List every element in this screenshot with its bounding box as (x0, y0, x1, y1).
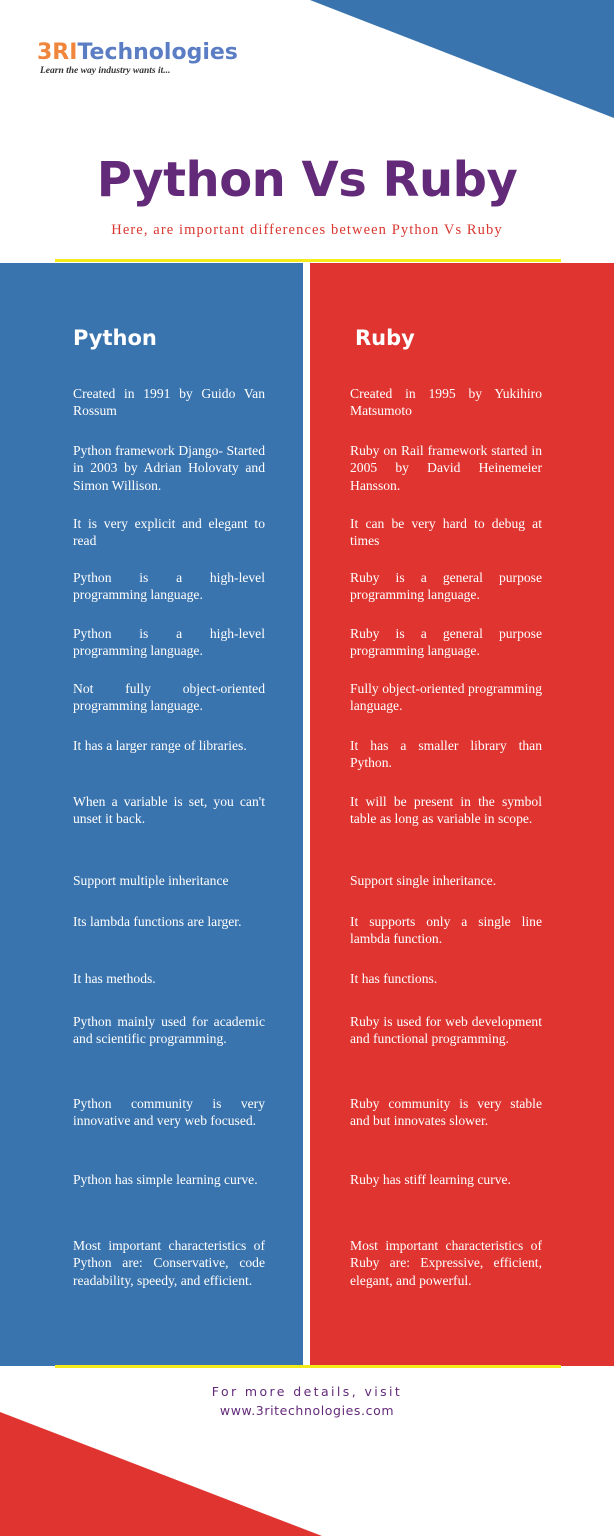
ruby-item: It has functions. (350, 971, 438, 986)
python-item: Python mainly used for academic and scientific programming. (73, 1014, 265, 1047)
page-subtitle: Here, are important differences between Python Vs Ruby (111, 222, 503, 238)
ruby-item: It supports only a single line lambda function. (350, 914, 542, 947)
python-item: Most important characteristics of Python are: Conservative, code readability, speedy, and efficient. (73, 1238, 265, 1288)
ruby-item: Ruby community is very stable and but innovates slower. (350, 1096, 542, 1129)
python-heading: Python (73, 326, 157, 350)
brand-tagline: Learn the way industry wants it... (40, 66, 171, 76)
footer-cta: For more details, visit (211, 1384, 403, 1399)
brand-logo[interactable] (37, 40, 238, 76)
ruby-column (310, 263, 614, 1366)
python-item: Python has simple learning curve. (73, 1172, 258, 1187)
python-item: Created in 1991 by Guido Van Rossum (73, 386, 265, 419)
python-item: Python framework Django- Started in 2003 by Adrian Holovaty and Simon Willison. (73, 443, 265, 493)
ruby-heading: Ruby (355, 326, 415, 350)
python-item: Its lambda functions are larger. (73, 914, 242, 929)
ruby-item: Created in 1995 by Yukihiro Matsumoto (350, 386, 542, 419)
ruby-item: Ruby has stiff learning curve. (350, 1172, 511, 1187)
ruby-item: It will be present in the symbol table as long as variable in scope. (350, 794, 542, 827)
python-item: It has methods. (73, 971, 156, 986)
python-item: Not fully object-oriented programming language. (73, 681, 265, 714)
python-item: It has a larger range of libraries. (73, 738, 247, 753)
python-item: Python community is very innovative and very web focused. (73, 1096, 265, 1129)
python-item: It is very explicit and elegant to read (73, 516, 265, 549)
page-title: Python Vs Ruby (96, 152, 518, 208)
ruby-item: It can be very hard to debug at times (350, 516, 542, 549)
python-item: Python is a high-level programming language. (73, 570, 265, 603)
brand-name: 3RITechnologies (37, 40, 238, 65)
bottom-divider-line (55, 1365, 561, 1368)
bottom-left-decor-triangle (0, 1400, 614, 1536)
python-item: When a variable is set, you can't unset it back. (73, 794, 265, 827)
footer-website-link[interactable]: www.3ritechnologies.com (219, 1403, 395, 1418)
top-divider-line (55, 259, 561, 262)
ruby-item: Most important characteristics of Ruby are: Expressive, efficient, elegant, and powerful. (350, 1238, 542, 1288)
ruby-item: Ruby is a general purpose programming language. (350, 626, 542, 659)
ruby-item: Support single inheritance. (350, 873, 497, 888)
python-column (0, 263, 303, 1366)
python-item: Python is a high-level programming language. (73, 626, 265, 659)
python-item: Support multiple inheritance (73, 873, 229, 888)
ruby-item: Fully object-oriented programming language. (350, 681, 542, 714)
ruby-item: Ruby on Rail framework started in 2005 by David Heinemeier Hansson. (350, 443, 542, 493)
ruby-item: Ruby is used for web development and functional programming. (350, 1014, 542, 1047)
ruby-item: Ruby is a general purpose programming language. (350, 570, 542, 603)
ruby-item: It has a smaller library than Python. (350, 738, 542, 771)
